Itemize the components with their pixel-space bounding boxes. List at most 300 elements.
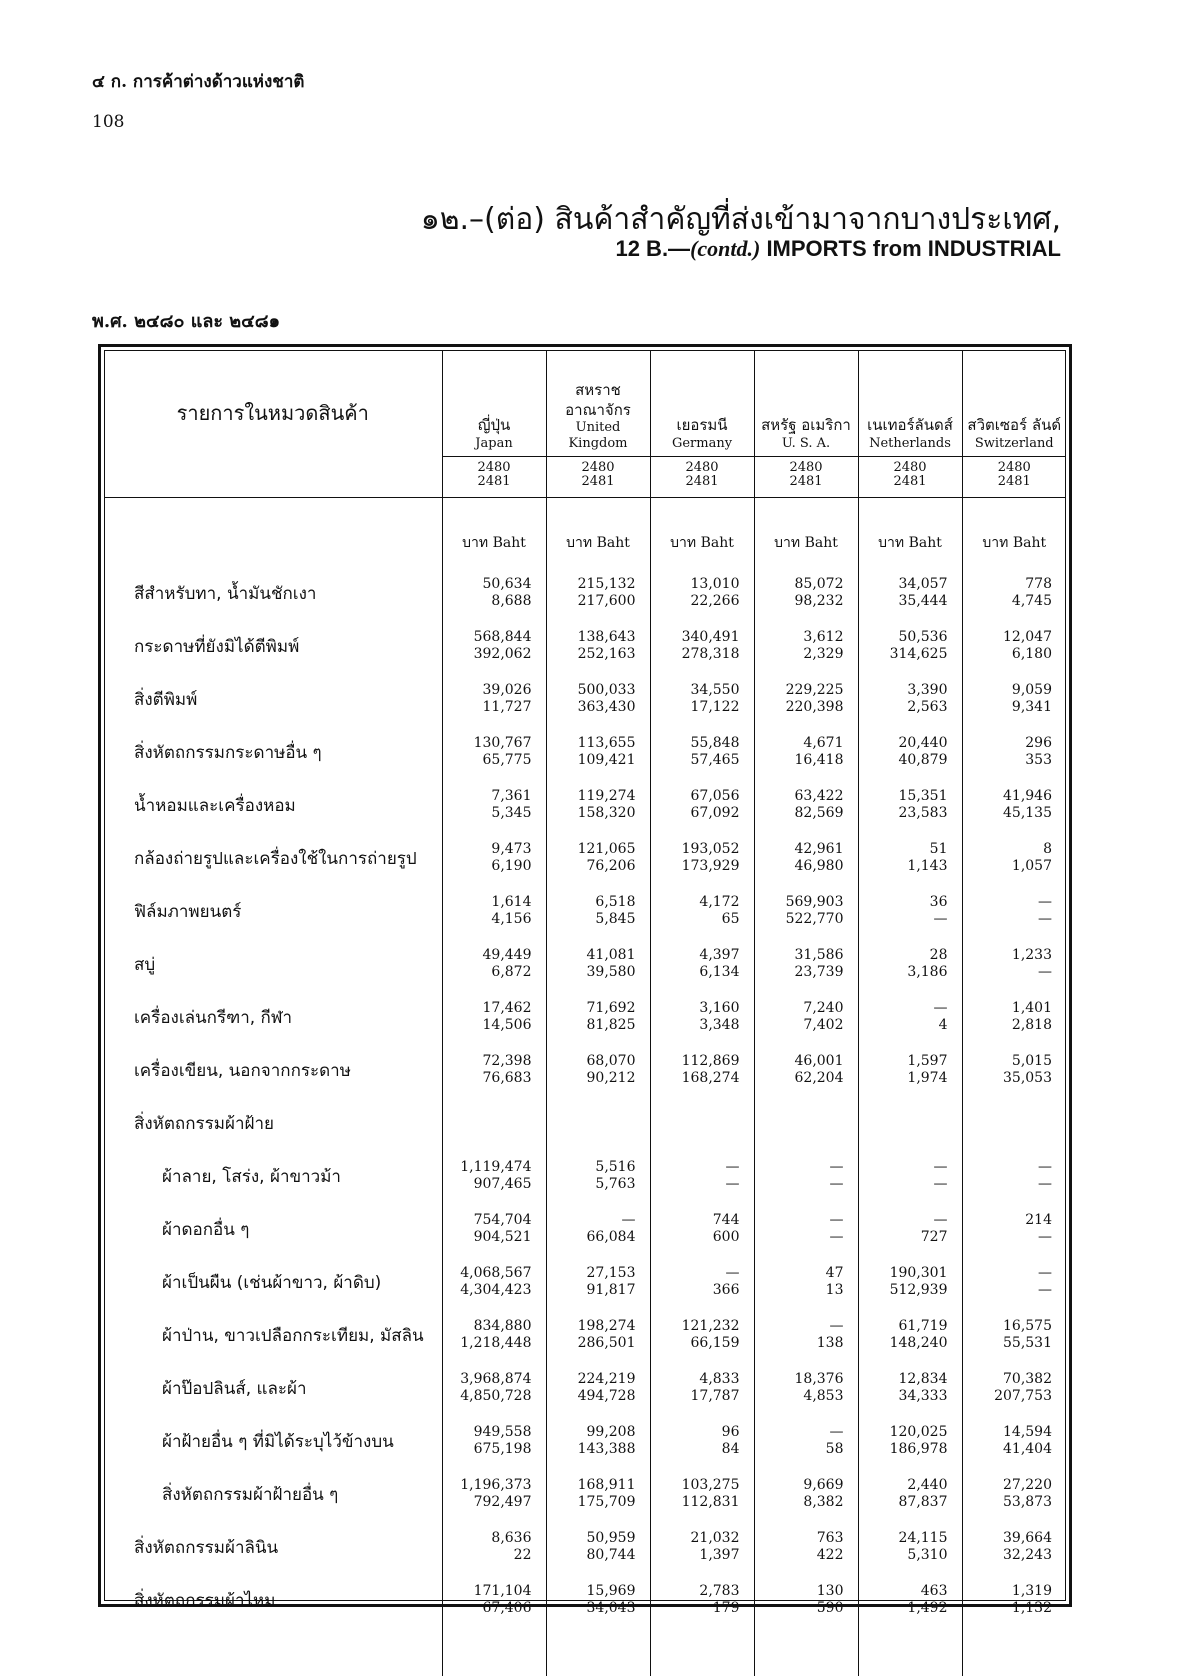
value-cell bbox=[546, 1583, 650, 1636]
year-b: 2481 bbox=[685, 473, 719, 489]
country-column-header bbox=[754, 350, 858, 456]
table-row bbox=[104, 841, 1066, 894]
value-year-a: — bbox=[933, 1212, 948, 1229]
commodity-label: ผ้าลาย, โสร่ง, ผ้าขาวม้า bbox=[162, 1167, 341, 1188]
value-cell bbox=[546, 1212, 650, 1265]
value-cell bbox=[650, 1318, 754, 1371]
value-cell bbox=[754, 1530, 858, 1583]
value-year-a: 17,462 bbox=[482, 1000, 532, 1017]
value-year-b: 22,266 bbox=[690, 593, 740, 610]
value-year-b: 1,218,448 bbox=[460, 1335, 532, 1352]
value-cell bbox=[858, 1159, 962, 1212]
table-row bbox=[104, 947, 1066, 1000]
value-year-b: 8,382 bbox=[803, 1494, 844, 1511]
value-year-a: 130,767 bbox=[473, 735, 532, 752]
country-name-thai: ญี่ปุ่น bbox=[477, 416, 511, 435]
value-year-a: 20,440 bbox=[898, 735, 948, 752]
value-cell bbox=[858, 1477, 962, 1530]
value-year-a: 9,059 bbox=[1011, 682, 1052, 699]
unit-english: Baht bbox=[700, 535, 734, 552]
value-year-b: 13 bbox=[825, 1282, 844, 1299]
value-year-a: 463 bbox=[920, 1583, 948, 1600]
value-year-a: 28 bbox=[929, 947, 948, 964]
value-year-b: 66,084 bbox=[586, 1229, 636, 1246]
value-year-b: 590 bbox=[816, 1600, 844, 1617]
value-year-a: — bbox=[933, 1159, 948, 1176]
value-year-b: 16,418 bbox=[794, 752, 844, 769]
value-year-a: — bbox=[933, 1000, 948, 1017]
value-year-a: 46,001 bbox=[794, 1053, 844, 1070]
value-cell bbox=[442, 576, 546, 629]
filler-cell bbox=[442, 1636, 546, 1676]
value-year-a: 1,319 bbox=[1011, 1583, 1052, 1600]
table-row bbox=[104, 1424, 1066, 1477]
value-year-b: 45,135 bbox=[1003, 805, 1052, 822]
value-year-a: 61,719 bbox=[898, 1318, 948, 1335]
value-year-b: 8,688 bbox=[491, 593, 532, 610]
value-cell bbox=[858, 947, 962, 1000]
value-cell bbox=[858, 576, 962, 629]
value-year-b: 57,465 bbox=[690, 752, 740, 769]
value-year-a: 119,274 bbox=[577, 788, 636, 805]
value-year-a: — bbox=[829, 1212, 844, 1229]
value-year-a: 4,068,567 bbox=[460, 1265, 532, 1282]
filler-cell bbox=[546, 1636, 650, 1676]
value-cell bbox=[546, 841, 650, 894]
value-year-a: 834,880 bbox=[473, 1318, 532, 1335]
value-cell bbox=[962, 1583, 1066, 1636]
value-year-b: 168,274 bbox=[681, 1070, 740, 1087]
value-cell bbox=[754, 894, 858, 947]
value-year-b: 600 bbox=[712, 1229, 740, 1246]
value-cell bbox=[962, 576, 1066, 629]
commodity-label: ผ้าฝ้ายอื่น ๆ ที่มิได้ระบุไว้ข้างบน bbox=[162, 1432, 394, 1453]
filler-cell bbox=[754, 1636, 858, 1676]
value-year-a: 51 bbox=[929, 841, 948, 858]
value-year-b: 173,929 bbox=[681, 858, 740, 875]
value-year-a: 50,634 bbox=[482, 576, 532, 593]
value-year-b: 90,212 bbox=[586, 1070, 636, 1087]
value-year-a: 168,911 bbox=[577, 1477, 636, 1494]
value-cell bbox=[754, 1106, 858, 1159]
value-year-b: 7,402 bbox=[803, 1017, 844, 1034]
value-cell bbox=[442, 1106, 546, 1159]
value-year-a: 99,208 bbox=[586, 1424, 636, 1441]
value-cell bbox=[858, 1371, 962, 1424]
value-year-a: 63,422 bbox=[794, 788, 844, 805]
table-row bbox=[104, 788, 1066, 841]
value-year-b: 1,397 bbox=[699, 1547, 740, 1564]
value-cell bbox=[546, 682, 650, 735]
value-year-a: 171,104 bbox=[473, 1583, 532, 1600]
value-year-b: 158,320 bbox=[577, 805, 636, 822]
year-b: 2481 bbox=[997, 473, 1031, 489]
value-cell bbox=[442, 1212, 546, 1265]
year-header bbox=[650, 456, 754, 498]
value-year-a: 5,015 bbox=[1011, 1053, 1052, 1070]
table-row bbox=[104, 1265, 1066, 1318]
value-cell bbox=[962, 1053, 1066, 1106]
year-b: 2481 bbox=[581, 473, 615, 489]
value-cell bbox=[962, 1477, 1066, 1530]
value-year-b: 82,569 bbox=[794, 805, 844, 822]
value-year-a: 55,848 bbox=[690, 735, 740, 752]
value-cell bbox=[962, 629, 1066, 682]
country-column-header bbox=[442, 350, 546, 456]
commodity-label: สิ่งหัตถกรรมผ้าฝ้าย bbox=[134, 1114, 274, 1135]
value-cell bbox=[546, 788, 650, 841]
value-cell bbox=[650, 629, 754, 682]
year-header bbox=[962, 456, 1066, 498]
value-cell bbox=[858, 1424, 962, 1477]
value-year-a: 9,669 bbox=[803, 1477, 844, 1494]
value-cell bbox=[858, 894, 962, 947]
value-year-b: 5,310 bbox=[907, 1547, 948, 1564]
value-year-b: — bbox=[933, 1176, 948, 1193]
value-cell bbox=[442, 1583, 546, 1636]
value-year-b: 186,978 bbox=[889, 1441, 948, 1458]
year-b: 2481 bbox=[789, 473, 823, 489]
value-year-a: — bbox=[725, 1265, 740, 1282]
value-cell bbox=[442, 735, 546, 788]
currency-unit bbox=[650, 498, 754, 577]
country-column-header bbox=[650, 350, 754, 456]
year-header bbox=[754, 456, 858, 498]
filler-cell bbox=[104, 1636, 442, 1676]
value-cell bbox=[442, 894, 546, 947]
year-row-spacer bbox=[104, 456, 442, 498]
value-cell bbox=[962, 682, 1066, 735]
value-cell bbox=[754, 1318, 858, 1371]
unit-thai: บาท bbox=[566, 535, 593, 552]
value-cell bbox=[858, 788, 962, 841]
value-cell bbox=[962, 1318, 1066, 1371]
commodity-label: ผ้าเป็นผืน (เช่นผ้าขาว, ผ้าดิบ) bbox=[162, 1273, 382, 1294]
value-cell bbox=[962, 1106, 1066, 1159]
value-cell bbox=[962, 1530, 1066, 1583]
value-cell bbox=[858, 1530, 962, 1583]
value-year-b: — bbox=[1038, 964, 1052, 981]
value-year-a: 568,844 bbox=[473, 629, 532, 646]
value-cell bbox=[546, 576, 650, 629]
value-cell bbox=[546, 1159, 650, 1212]
value-year-a: 3,968,874 bbox=[460, 1371, 532, 1388]
value-cell bbox=[442, 629, 546, 682]
value-year-b: 4,745 bbox=[1011, 593, 1052, 610]
commodity-label: ผ้าป่าน, ขาวเปลือกกระเทียม, มัสลิน bbox=[162, 1326, 424, 1347]
value-cell bbox=[962, 1000, 1066, 1053]
value-cell bbox=[754, 682, 858, 735]
value-cell bbox=[650, 788, 754, 841]
unit-row-spacer bbox=[104, 498, 442, 577]
title-en-part-a: 12 B.— bbox=[615, 236, 691, 261]
value-year-b: 278,318 bbox=[681, 646, 740, 663]
table-row bbox=[104, 1212, 1066, 1265]
value-year-a: 113,655 bbox=[577, 735, 636, 752]
unit-thai: บาท bbox=[774, 535, 801, 552]
value-year-b: 34,043 bbox=[586, 1600, 636, 1617]
currency-unit bbox=[546, 498, 650, 577]
value-year-b: 1,132 bbox=[1011, 1600, 1052, 1617]
page-number: 108 bbox=[92, 112, 125, 132]
country-column-header bbox=[858, 350, 962, 456]
value-year-b: 32,243 bbox=[1003, 1547, 1052, 1564]
value-cell bbox=[546, 947, 650, 1000]
value-year-b: 363,430 bbox=[577, 699, 636, 716]
value-cell bbox=[650, 1000, 754, 1053]
value-year-a: 41,946 bbox=[1003, 788, 1052, 805]
value-year-b: 353 bbox=[1025, 752, 1052, 769]
value-year-b: 34,333 bbox=[898, 1388, 948, 1405]
value-year-a: 4,397 bbox=[699, 947, 740, 964]
value-year-b: 67,406 bbox=[482, 1600, 532, 1617]
value-cell bbox=[962, 1424, 1066, 1477]
value-year-b: 6,190 bbox=[491, 858, 532, 875]
value-year-a: 190,301 bbox=[889, 1265, 948, 1282]
value-year-a: 138,643 bbox=[577, 629, 636, 646]
value-year-b: 904,521 bbox=[473, 1229, 532, 1246]
value-cell bbox=[962, 1265, 1066, 1318]
country-name-thai: สหรัฐ อเมริกา bbox=[761, 416, 851, 435]
value-year-a: 70,382 bbox=[1003, 1371, 1052, 1388]
value-year-b: 35,053 bbox=[1003, 1070, 1052, 1087]
value-year-b: 314,625 bbox=[889, 646, 948, 663]
value-year-b: 1,974 bbox=[907, 1070, 948, 1087]
value-year-a: 130 bbox=[816, 1583, 844, 1600]
value-cell bbox=[754, 1424, 858, 1477]
commodity-label: เครื่องเล่นกรีฑา, กีฬา bbox=[134, 1008, 293, 1029]
unit-thai: บาท bbox=[878, 535, 905, 552]
year-a: 2480 bbox=[789, 459, 823, 475]
country-name-english: Japan bbox=[475, 435, 513, 451]
value-cell bbox=[962, 894, 1066, 947]
value-year-b: — bbox=[725, 1176, 740, 1193]
table-row bbox=[104, 1159, 1066, 1212]
value-year-a: 41,081 bbox=[586, 947, 636, 964]
value-year-a: 68,070 bbox=[586, 1053, 636, 1070]
value-year-b: 39,580 bbox=[586, 964, 636, 981]
table-title-thai: ๑๒.–(ต่อ) สินค้าสำคัญที่ส่งเข้ามาจากบางประเทศ, bbox=[420, 202, 1061, 237]
value-year-b: 179 bbox=[712, 1600, 740, 1617]
value-year-b: — bbox=[1038, 1176, 1052, 1193]
commodity-label: ผ้าป๊อปลินส์, และผ้า bbox=[162, 1379, 307, 1400]
years-label: พ.ศ. ๒๔๘๐ และ ๒๔๘๑ bbox=[92, 311, 281, 332]
value-year-b: — bbox=[1038, 1282, 1052, 1299]
country-name-english: Germany bbox=[671, 435, 733, 451]
value-cell bbox=[650, 1583, 754, 1636]
value-year-a: 72,398 bbox=[482, 1053, 532, 1070]
value-year-b: 65,775 bbox=[482, 752, 532, 769]
value-cell bbox=[546, 1000, 650, 1053]
value-year-b: 907,465 bbox=[473, 1176, 532, 1193]
value-cell bbox=[442, 1000, 546, 1053]
title-en-part-b: (contd.) bbox=[690, 236, 761, 261]
value-cell bbox=[858, 629, 962, 682]
value-cell bbox=[858, 1212, 962, 1265]
value-year-a: 21,032 bbox=[690, 1530, 740, 1547]
country-column-header bbox=[962, 350, 1066, 456]
item-column-header: รายการในหมวดสินค้า bbox=[176, 401, 369, 425]
value-year-a: 215,132 bbox=[577, 576, 636, 593]
value-year-a: 1,233 bbox=[1011, 947, 1052, 964]
value-year-a: 949,558 bbox=[473, 1424, 532, 1441]
value-year-a: — bbox=[1038, 894, 1052, 911]
value-year-a: 50,959 bbox=[586, 1530, 636, 1547]
value-year-b: 76,683 bbox=[482, 1070, 532, 1087]
commodity-label: กระดาษที่ยังมิได้ตีพิมพ์ bbox=[134, 637, 300, 658]
value-cell bbox=[858, 1583, 962, 1636]
value-year-b: 62,204 bbox=[794, 1070, 844, 1087]
country-name-english: U. S. A. bbox=[781, 435, 831, 451]
country-name-thai: เนเทอร์ลันดส์ bbox=[867, 416, 953, 435]
value-year-a: 120,025 bbox=[889, 1424, 948, 1441]
value-year-a: 15,351 bbox=[898, 788, 948, 805]
value-year-b: 1,057 bbox=[1011, 858, 1052, 875]
value-year-a: 778 bbox=[1025, 576, 1052, 593]
country-name-english: United Kingdom bbox=[568, 420, 628, 451]
value-year-a: 27,220 bbox=[1003, 1477, 1052, 1494]
commodity-label: กล้องถ่ายรูปและเครื่องใช้ในการถ่ายรูป bbox=[134, 849, 417, 870]
value-year-b: 76,206 bbox=[586, 858, 636, 875]
value-year-a: 7,240 bbox=[803, 1000, 844, 1017]
value-cell bbox=[442, 1265, 546, 1318]
value-year-a: 229,225 bbox=[785, 682, 844, 699]
value-year-a: 9,473 bbox=[491, 841, 532, 858]
value-cell bbox=[442, 682, 546, 735]
value-year-b: 109,421 bbox=[577, 752, 636, 769]
unit-thai: บาท bbox=[982, 535, 1009, 552]
value-cell bbox=[650, 1159, 754, 1212]
value-cell bbox=[754, 735, 858, 788]
value-cell bbox=[858, 1318, 962, 1371]
value-cell bbox=[754, 841, 858, 894]
value-cell bbox=[650, 735, 754, 788]
table-row bbox=[104, 1106, 1066, 1159]
value-year-b: 2,329 bbox=[803, 646, 844, 663]
value-year-a: 763 bbox=[816, 1530, 844, 1547]
value-year-a: 49,449 bbox=[482, 947, 532, 964]
value-cell bbox=[754, 1000, 858, 1053]
table-row bbox=[104, 1477, 1066, 1530]
filler-cell bbox=[858, 1636, 962, 1676]
value-year-b: 286,501 bbox=[577, 1335, 636, 1352]
value-year-a: 12,047 bbox=[1003, 629, 1052, 646]
year-header bbox=[546, 456, 650, 498]
value-year-b: 3,186 bbox=[907, 964, 948, 981]
value-year-b: 41,404 bbox=[1003, 1441, 1052, 1458]
value-cell bbox=[858, 735, 962, 788]
year-b: 2481 bbox=[477, 473, 511, 489]
value-year-a: 193,052 bbox=[681, 841, 740, 858]
value-year-b: 66,159 bbox=[690, 1335, 740, 1352]
currency-unit bbox=[858, 498, 962, 577]
value-year-b: 727 bbox=[920, 1229, 948, 1246]
value-year-b: 81,825 bbox=[586, 1017, 636, 1034]
value-year-b: 4,304,423 bbox=[460, 1282, 532, 1299]
value-year-a: 103,275 bbox=[681, 1477, 740, 1494]
value-year-a: 198,274 bbox=[577, 1318, 636, 1335]
value-year-b: 5,345 bbox=[491, 805, 532, 822]
value-cell bbox=[650, 1424, 754, 1477]
commodity-label: สิ่งหัตถกรรมผ้าไหม bbox=[134, 1591, 276, 1612]
title-en-part-c: IMPORTS from INDUSTRIAL bbox=[760, 236, 1061, 261]
value-cell bbox=[962, 1159, 1066, 1212]
table-row bbox=[104, 576, 1066, 629]
value-year-a: — bbox=[829, 1159, 844, 1176]
country-name-thai: เยอรมนี bbox=[676, 416, 728, 435]
value-cell bbox=[754, 1265, 858, 1318]
value-year-a: 8,636 bbox=[491, 1530, 532, 1547]
value-year-b: 58 bbox=[825, 1441, 844, 1458]
value-cell bbox=[962, 1371, 1066, 1424]
value-year-a: 36 bbox=[929, 894, 948, 911]
value-year-b: 2,818 bbox=[1011, 1017, 1052, 1034]
value-year-a: 13,010 bbox=[690, 576, 740, 593]
value-year-b: 512,939 bbox=[889, 1282, 948, 1299]
value-year-b: — bbox=[829, 1176, 844, 1193]
value-year-a: 1,614 bbox=[491, 894, 532, 911]
value-year-a: 121,065 bbox=[577, 841, 636, 858]
value-year-a: 34,057 bbox=[898, 576, 948, 593]
value-year-a: 1,119,474 bbox=[460, 1159, 532, 1176]
value-cell bbox=[546, 629, 650, 682]
table-row bbox=[104, 1000, 1066, 1053]
value-year-a: 67,056 bbox=[690, 788, 740, 805]
commodity-label: สิ่งหัตถกรรมกระดาษอื่น ๆ bbox=[134, 743, 322, 764]
value-year-b: 5,763 bbox=[595, 1176, 636, 1193]
value-year-b: 6,180 bbox=[1011, 646, 1052, 663]
value-cell bbox=[962, 841, 1066, 894]
value-year-a: 24,115 bbox=[898, 1530, 948, 1547]
value-cell bbox=[650, 1212, 754, 1265]
value-cell bbox=[650, 1530, 754, 1583]
country-name-english: Switzerland bbox=[974, 435, 1054, 451]
value-cell bbox=[442, 1477, 546, 1530]
value-cell bbox=[858, 1053, 962, 1106]
country-name-thai: สวิตเซอร์ ลันด์ bbox=[967, 416, 1062, 435]
value-year-a: 3,160 bbox=[699, 1000, 740, 1017]
value-year-a: 7,361 bbox=[491, 788, 532, 805]
value-year-a: 3,390 bbox=[907, 682, 948, 699]
value-year-b: 4,156 bbox=[491, 911, 532, 928]
unit-thai: บาท bbox=[670, 535, 697, 552]
value-year-a: 4,833 bbox=[699, 1371, 740, 1388]
value-year-a: 1,597 bbox=[907, 1053, 948, 1070]
value-year-b: 9,341 bbox=[1011, 699, 1052, 716]
value-year-a: 744 bbox=[712, 1212, 740, 1229]
table-row bbox=[104, 682, 1066, 735]
value-cell bbox=[650, 947, 754, 1000]
filler-cell bbox=[962, 1636, 1066, 1676]
value-cell bbox=[962, 1212, 1066, 1265]
table-row bbox=[104, 629, 1066, 682]
value-cell bbox=[546, 1477, 650, 1530]
value-year-a: 15,969 bbox=[586, 1583, 636, 1600]
value-cell bbox=[650, 841, 754, 894]
value-year-b: 217,600 bbox=[577, 593, 636, 610]
commodity-label: สีสำหรับทา, น้ำมันชักเงา bbox=[134, 584, 317, 605]
commodity-label: ผ้าดอกอื่น ๆ bbox=[162, 1220, 250, 1241]
value-year-a: 224,219 bbox=[577, 1371, 636, 1388]
commodity-label: สิ่งหัตถกรรมผ้าลินิน bbox=[134, 1538, 279, 1559]
value-year-a: 4,671 bbox=[803, 735, 844, 752]
value-year-b: 65 bbox=[721, 911, 740, 928]
value-year-b: 3,348 bbox=[699, 1017, 740, 1034]
value-year-a: 2,440 bbox=[907, 1477, 948, 1494]
value-year-b: 23,583 bbox=[898, 805, 948, 822]
value-cell bbox=[754, 947, 858, 1000]
year-header bbox=[442, 456, 546, 498]
